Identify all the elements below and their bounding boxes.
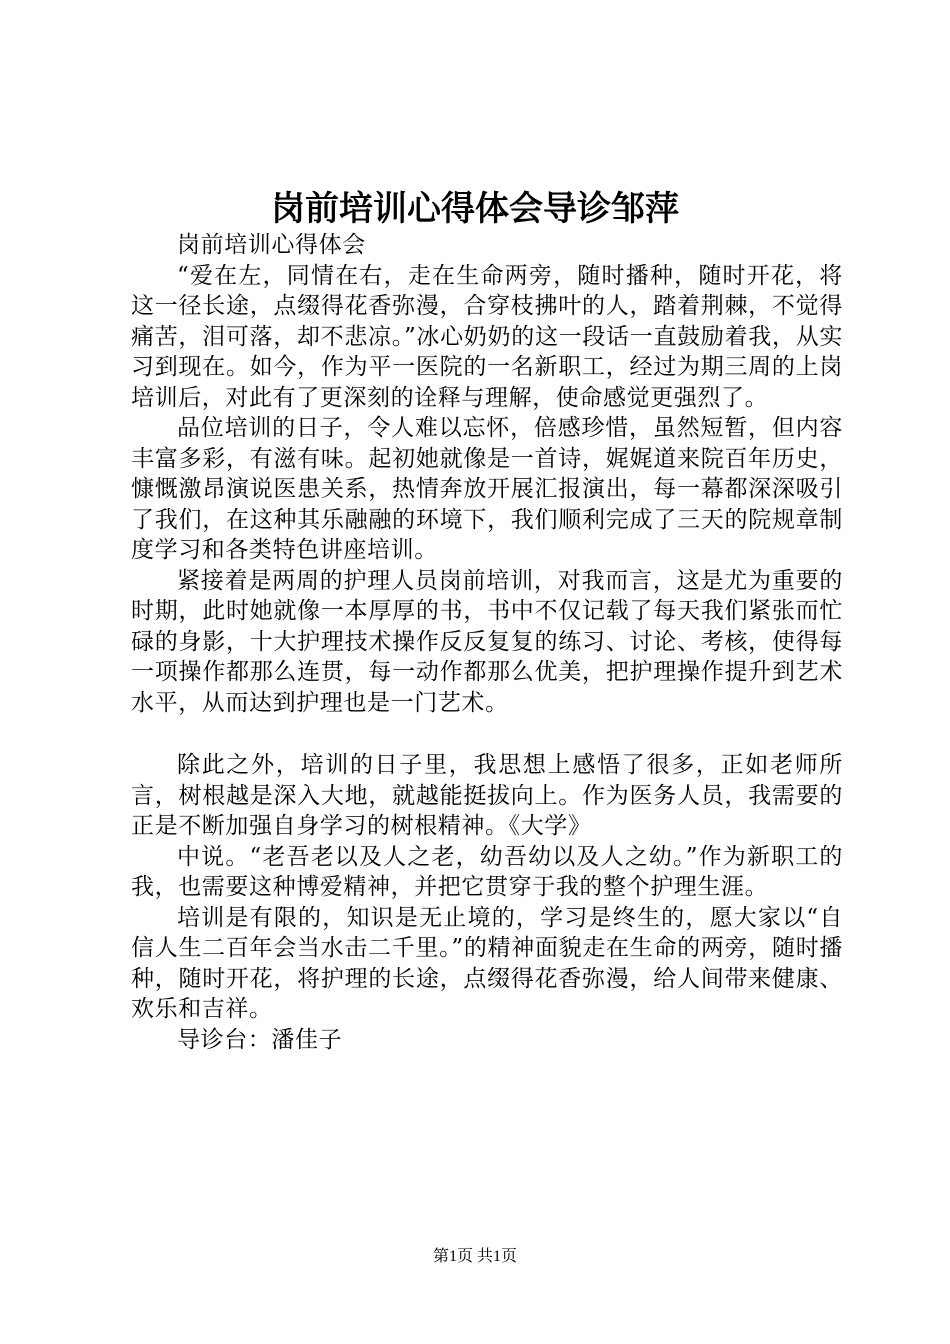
paragraph-nursing-training: 紧接着是两周的护理人员岗前培训，对我而言，这是尤为重要的时期，此时她就像一本厚厚的书，书中不仅记载了每天我们紧张而忙碌的身影，十大护理技术操作反反复复的练习、讨论、考核，使得每一项操作都那么连贯，每一动作都那么优美，把护理操作提升到艺术水平，从而达到护理也是一门艺术。 [131,567,843,716]
paragraph-reflection: 除此之外，培训的日子里，我思想上感悟了很多，正如老师所言，树根越是深入大地，就越能挺拔向上。作为医务人员，我需要的正是不断加强自身学习的树根精神。《大学》 [131,752,843,839]
signature-line: 导诊台：潘佳子 [177,1026,343,1053]
page-number-footer: 第1页 共1页 [432,1248,517,1265]
subtitle-paragraph: 岗前培训心得体会 [177,232,366,258]
document-body [131,230,843,1055]
page-title: 岗前培训心得体会导诊邹萍 [271,189,679,229]
paragraph-conclusion: 培训是有限的，知识是无止境的，学习是终生的，愿大家以“自信人生二百年会当水击二千里。”的精神面貌走在生命的两旁，随时播种，随时开花，将护理的长途，点缀得花香弥漫，给人间带来健康、欢乐和吉祥。 [131,904,843,1022]
paragraph-quote: “爱在左，同情在右，走在生命两旁，随时播种，随时开花，将这一径长途，点缀得花香弥漫，合穿枝拂叶的人，踏着荆棘，不觉得痛苦，泪可落，却不悲凉。”冰心奶奶的这一段话一直鼓励着我，从实习到现在。如今，作为平一医院的一名新职工，经过为期三周的上岗培训后，对此有了更深刻的诠释与理解，使命感觉更强烈了。 [131,262,843,411]
paragraph-training-days: 品位培训的日子，令人难以忘怀，倍感珍惜，虽然短暂，但内容丰富多彩，有滋有味。起初她就像是一首诗，娓娓道来院百年历史，慷慨激昂演说医患关系，热情奔放开展汇报演出，每一幕都深深吸引了我们，在这种其乐融融的环境下，我们顺利完成了三天的院规章制度学习和各类特色讲座培训。 [131,415,843,563]
paragraph-great-learning: 中说。“老吾老以及人之老，幼吾幼以及人之幼。”作为新职工的我，也需要这种博爱精神，并把它贯穿于我的整个护理生涯。 [131,843,843,900]
